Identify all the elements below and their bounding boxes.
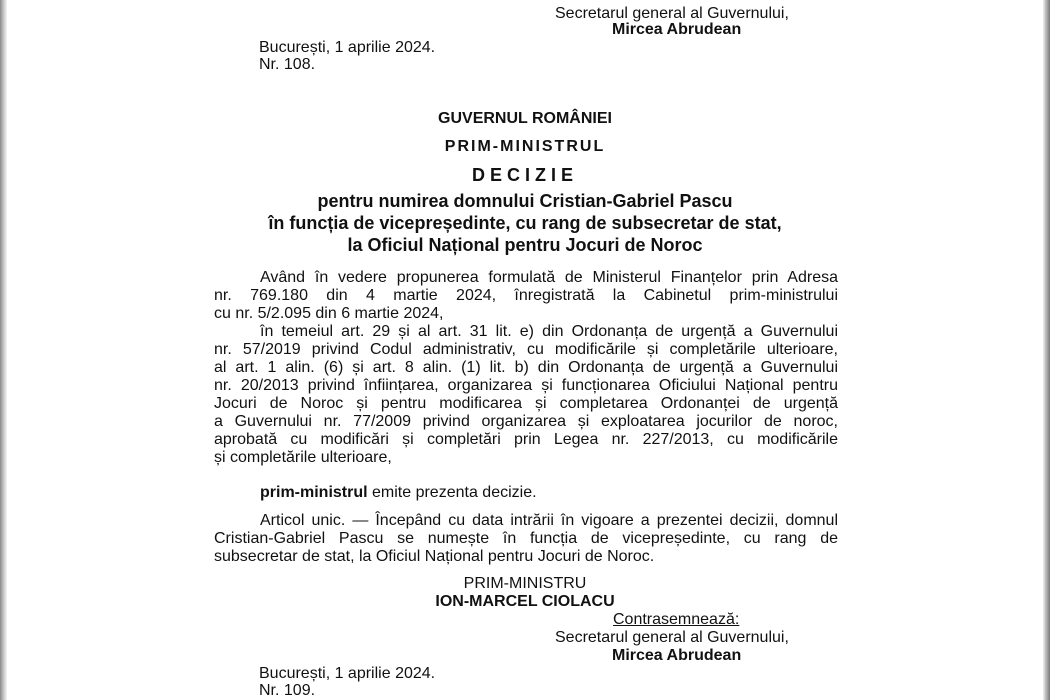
pm-title: PRIM-MINISTRU (463, 575, 587, 592)
prime-minister-heading: PRIM-MINISTRUL (444, 138, 606, 155)
para2-line-6: a Guvernului nr. 77/2009 privind organizarea și exploatarea jocurilor de noroc, (214, 413, 838, 430)
sg-name: Mircea Abrudean (612, 647, 742, 664)
para2-line-4: nr. 20/2013 privind înființarea, organizarea și funcționarea Oficiului Național pentru (214, 377, 838, 394)
decision-title-line-3: la Oficiul Național pentru Jocuri de Noroc (347, 235, 703, 255)
top-place-date: București, 1 aprilie 2024. (259, 39, 436, 56)
para1-line-1: Având în vedere propunerea formulată de Ministerul Finanțelor prin Adresa (260, 269, 838, 286)
para2-line-1: în temeiul art. 29 și al art. 31 lit. e) din Ordonanța de urgență a Guvernului (260, 323, 838, 340)
para2-line-7: aprobată cu modificări și completări prin Legea nr. 227/2013, cu modificările (214, 431, 838, 448)
decision-heading: DECIZIE (471, 165, 578, 185)
page-edge-left (0, 0, 7, 700)
place-date: București, 1 aprilie 2024. (259, 665, 436, 682)
para2-line-5: Jocuri de Noroc și pentru modificarea și completarea Ordonanței de urgență (214, 395, 838, 412)
para2-line-3: al art. 1 alin. (6) și art. 8 alin. (1) lit. b) din Ordonanța de urgență a Guvernului (214, 359, 838, 376)
emit-rest: emite prezenta decizie. (367, 484, 537, 501)
decision-number: Nr. 109. (259, 682, 316, 699)
article-line-3: subsecretar de stat, la Oficiul Național pentru Jocuri de Noroc. (214, 548, 655, 565)
emit-line (260, 483, 537, 502)
article-line-1: Articol unic. — Începând cu data intrării în vigoare a prezentei decizii, domnul (260, 512, 838, 529)
top-sg-title: Secretarul general al Guvernului, (555, 5, 789, 22)
top-sg-name: Mircea Abrudean (612, 21, 742, 38)
pm-name: ION-MARCEL CIOLACU (435, 593, 615, 610)
para1-line-3: cu nr. 5/2.095 din 6 martie 2024, (214, 305, 444, 322)
para2-line-8: și completările ulterioare, (214, 449, 392, 466)
government-heading: GUVERNUL ROMÂNIEI (438, 110, 612, 127)
emit-bold: prim-ministrul (260, 484, 368, 501)
decision-title-line-2: în funcția de vicepreședinte, cu rang de subsecretar de stat, (268, 213, 782, 233)
countersign-label: Contrasemnează: (613, 611, 740, 628)
para2-line-2: nr. 57/2019 privind Codul administrativ, cu modificările și completările ulterioare, (214, 341, 838, 358)
top-number: Nr. 108. (259, 56, 316, 73)
para1-line-2: nr. 769.180 din 4 martie 2024, înregistrată la Cabinetul prim-ministrului (214, 287, 838, 304)
decision-title-line-1: pentru numirea domnului Cristian-Gabriel Pascu (317, 191, 733, 211)
article-line-2: Cristian-Gabriel Pascu se numește în funcția de vicepreședinte, cu rang de (214, 530, 838, 547)
page-edge-right (1043, 0, 1050, 700)
sg-title: Secretarul general al Guvernului, (555, 629, 789, 646)
